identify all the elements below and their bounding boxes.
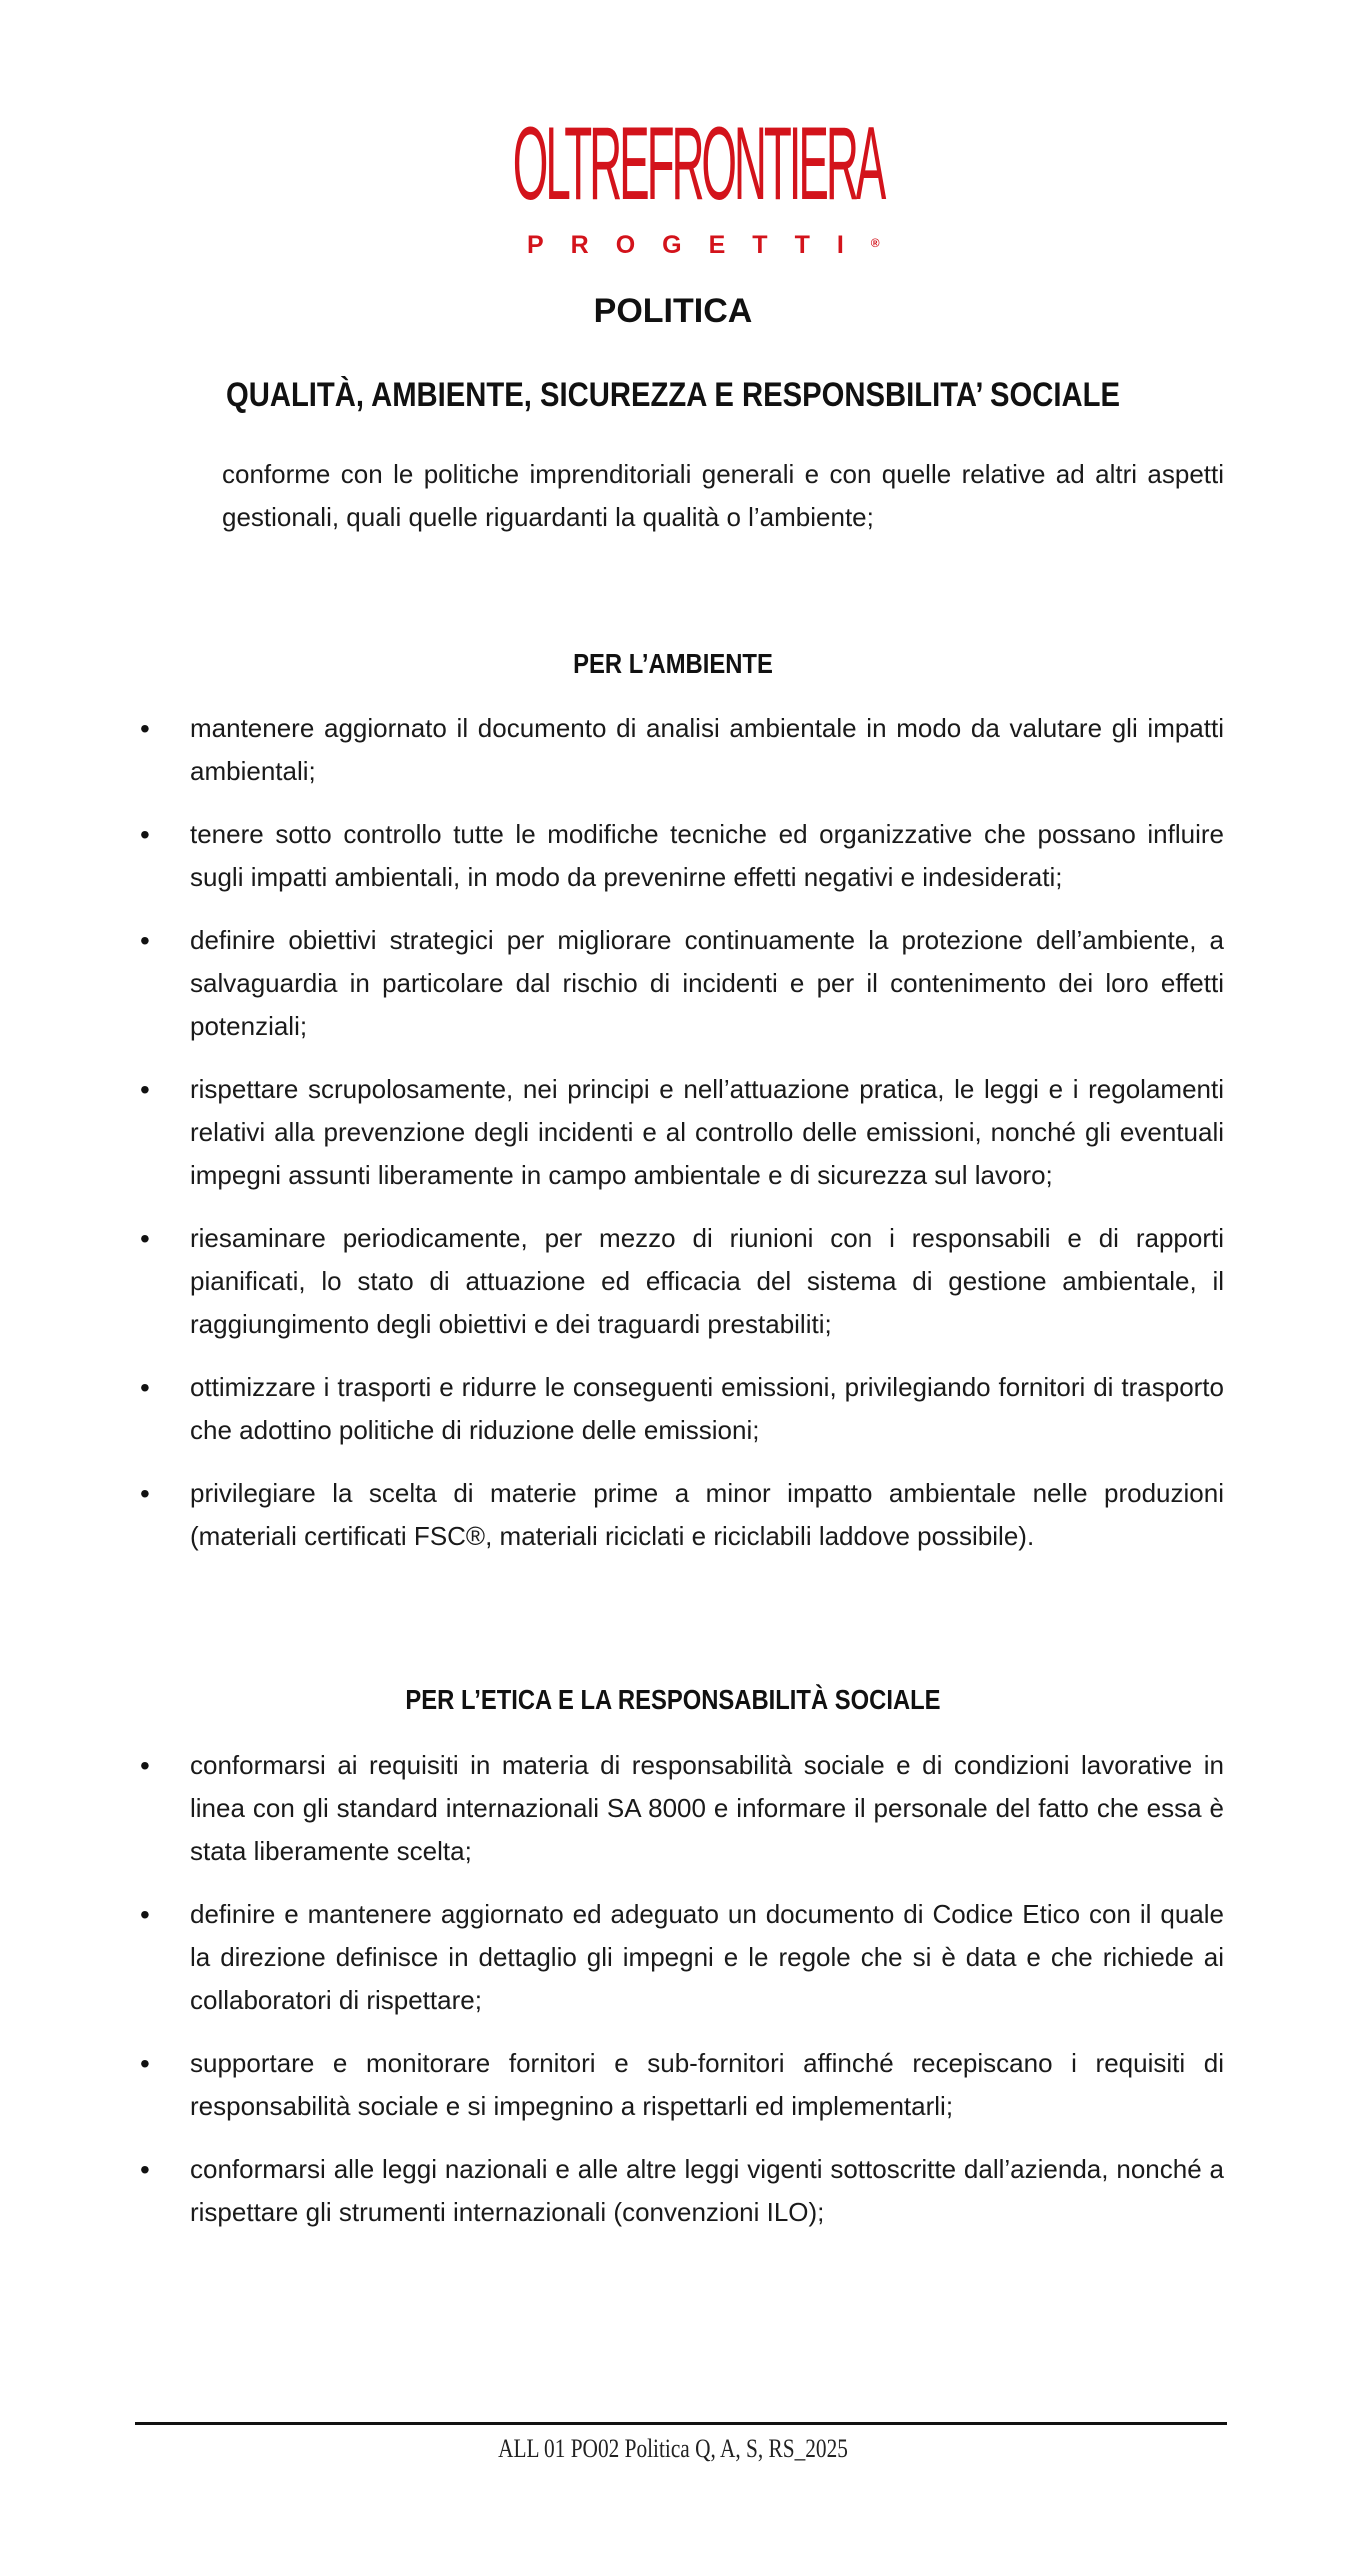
list-item: • definire e mantenere aggiornato ed adeguato un documento di Codice Etico con il quale la direzione definisce in dettaglio gli impegni e le regole che si è data e che richiede ai collaboratori di rispettare; bbox=[190, 1893, 1224, 2022]
list-item: • tenere sotto controllo tutte le modifiche tecniche ed organizzative che possano influire sugli impatti ambientali, in modo da prevenirne effetti negativi e indesiderati; bbox=[190, 813, 1224, 899]
section-heading-etica: PER L’ETICA E LA RESPONSABILITÀ SOCIALE bbox=[405, 1684, 941, 1715]
list-item: • mantenere aggiornato il documento di analisi ambientale in modo da valutare gli impatti ambientali; bbox=[190, 707, 1224, 793]
etica-list bbox=[0, 1744, 1224, 2254]
bullet-icon: • bbox=[140, 1223, 150, 1254]
bullet-icon: • bbox=[140, 1074, 150, 1105]
intro-paragraph: conforme con le politiche imprenditoriali generali e con quelle relative ad altri aspetti gestionali, quali quelle riguardanti la qualità o l’ambiente; bbox=[222, 459, 1224, 532]
registered-mark: ® bbox=[870, 236, 880, 250]
logo-wordmark: OLTREFRONTIERA bbox=[512, 106, 884, 222]
list-item: • riesaminare periodicamente, per mezzo di riunioni con i responsabili e di rapporti pianificati, lo stato di attuazione ed efficacia del sistema di gestione ambientale, il raggiungimento degli obiettivi e dei traguardi prestabiliti; bbox=[190, 1217, 1224, 1346]
logo-subtitle: PROGETTI® bbox=[527, 231, 880, 259]
list-item: • supportare e monitorare fornitori e sub-fornitori affinché recepiscano i requisiti di responsabilità sociale e si impegnino a rispettarli ed implementarli; bbox=[190, 2042, 1224, 2128]
bullet-icon: • bbox=[140, 1478, 150, 1509]
page-title: POLITICA bbox=[593, 292, 753, 330]
list-item: • conformarsi alle leggi nazionali e alle altre leggi vigenti sottoscritte dall’azienda, nonché a rispettare gli strumenti internazionali (convenzioni ILO); bbox=[190, 2148, 1224, 2234]
bullet-icon: • bbox=[140, 1372, 150, 1403]
list-item: • privilegiare la scelta di materie prime a minor impatto ambientale nelle produzioni (materiali certificati FSC®, materiali riciclati e riciclabili laddove possibile). bbox=[190, 1472, 1224, 1558]
company-logo bbox=[500, 105, 884, 260]
ambiente-list bbox=[0, 707, 1224, 1578]
document-footer: ALL 01 PO02 Politica Q, A, S, RS_2025 bbox=[498, 2434, 848, 2463]
bullet-icon: • bbox=[140, 2048, 150, 2079]
section-heading-ambiente: PER L’AMBIENTE bbox=[573, 648, 773, 679]
bullet-icon: • bbox=[140, 1750, 150, 1781]
footer-divider bbox=[135, 2422, 1227, 2425]
list-item: • definire obiettivi strategici per migliorare continuamente la protezione dell’ambiente, a salvaguardia in particolare dal rischio di incidenti e per il contenimento dei loro effetti potenziali; bbox=[190, 919, 1224, 1048]
list-item: • conformarsi ai requisiti in materia di responsabilità sociale e di condizioni lavorative in linea con gli standard internazionali SA 8000 e informare il personale del fatto che essa è stata liberamente scelta; bbox=[190, 1744, 1224, 1873]
bullet-icon: • bbox=[140, 819, 150, 850]
bullet-icon: • bbox=[140, 713, 150, 744]
bullet-icon: • bbox=[140, 1899, 150, 1930]
page-subtitle: QUALITÀ, AMBIENTE, SICUREZZA E RESPONSBILITA’ SOCIALE bbox=[225, 376, 1121, 414]
bullet-icon: • bbox=[140, 2154, 150, 2185]
list-item: • ottimizzare i trasporti e ridurre le conseguenti emissioni, privilegiando fornitori di trasporto che adottino politiche di riduzione delle emissioni; bbox=[190, 1366, 1224, 1452]
list-item: • rispettare scrupolosamente, nei principi e nell’attuazione pratica, le leggi e i regolamenti relativi alla prevenzione degli incidenti e al controllo delle emissioni, nonché gli eventuali impegni assunti liberamente in campo ambientale e di sicurezza sul lavoro; bbox=[190, 1068, 1224, 1197]
bullet-icon: • bbox=[140, 925, 150, 956]
